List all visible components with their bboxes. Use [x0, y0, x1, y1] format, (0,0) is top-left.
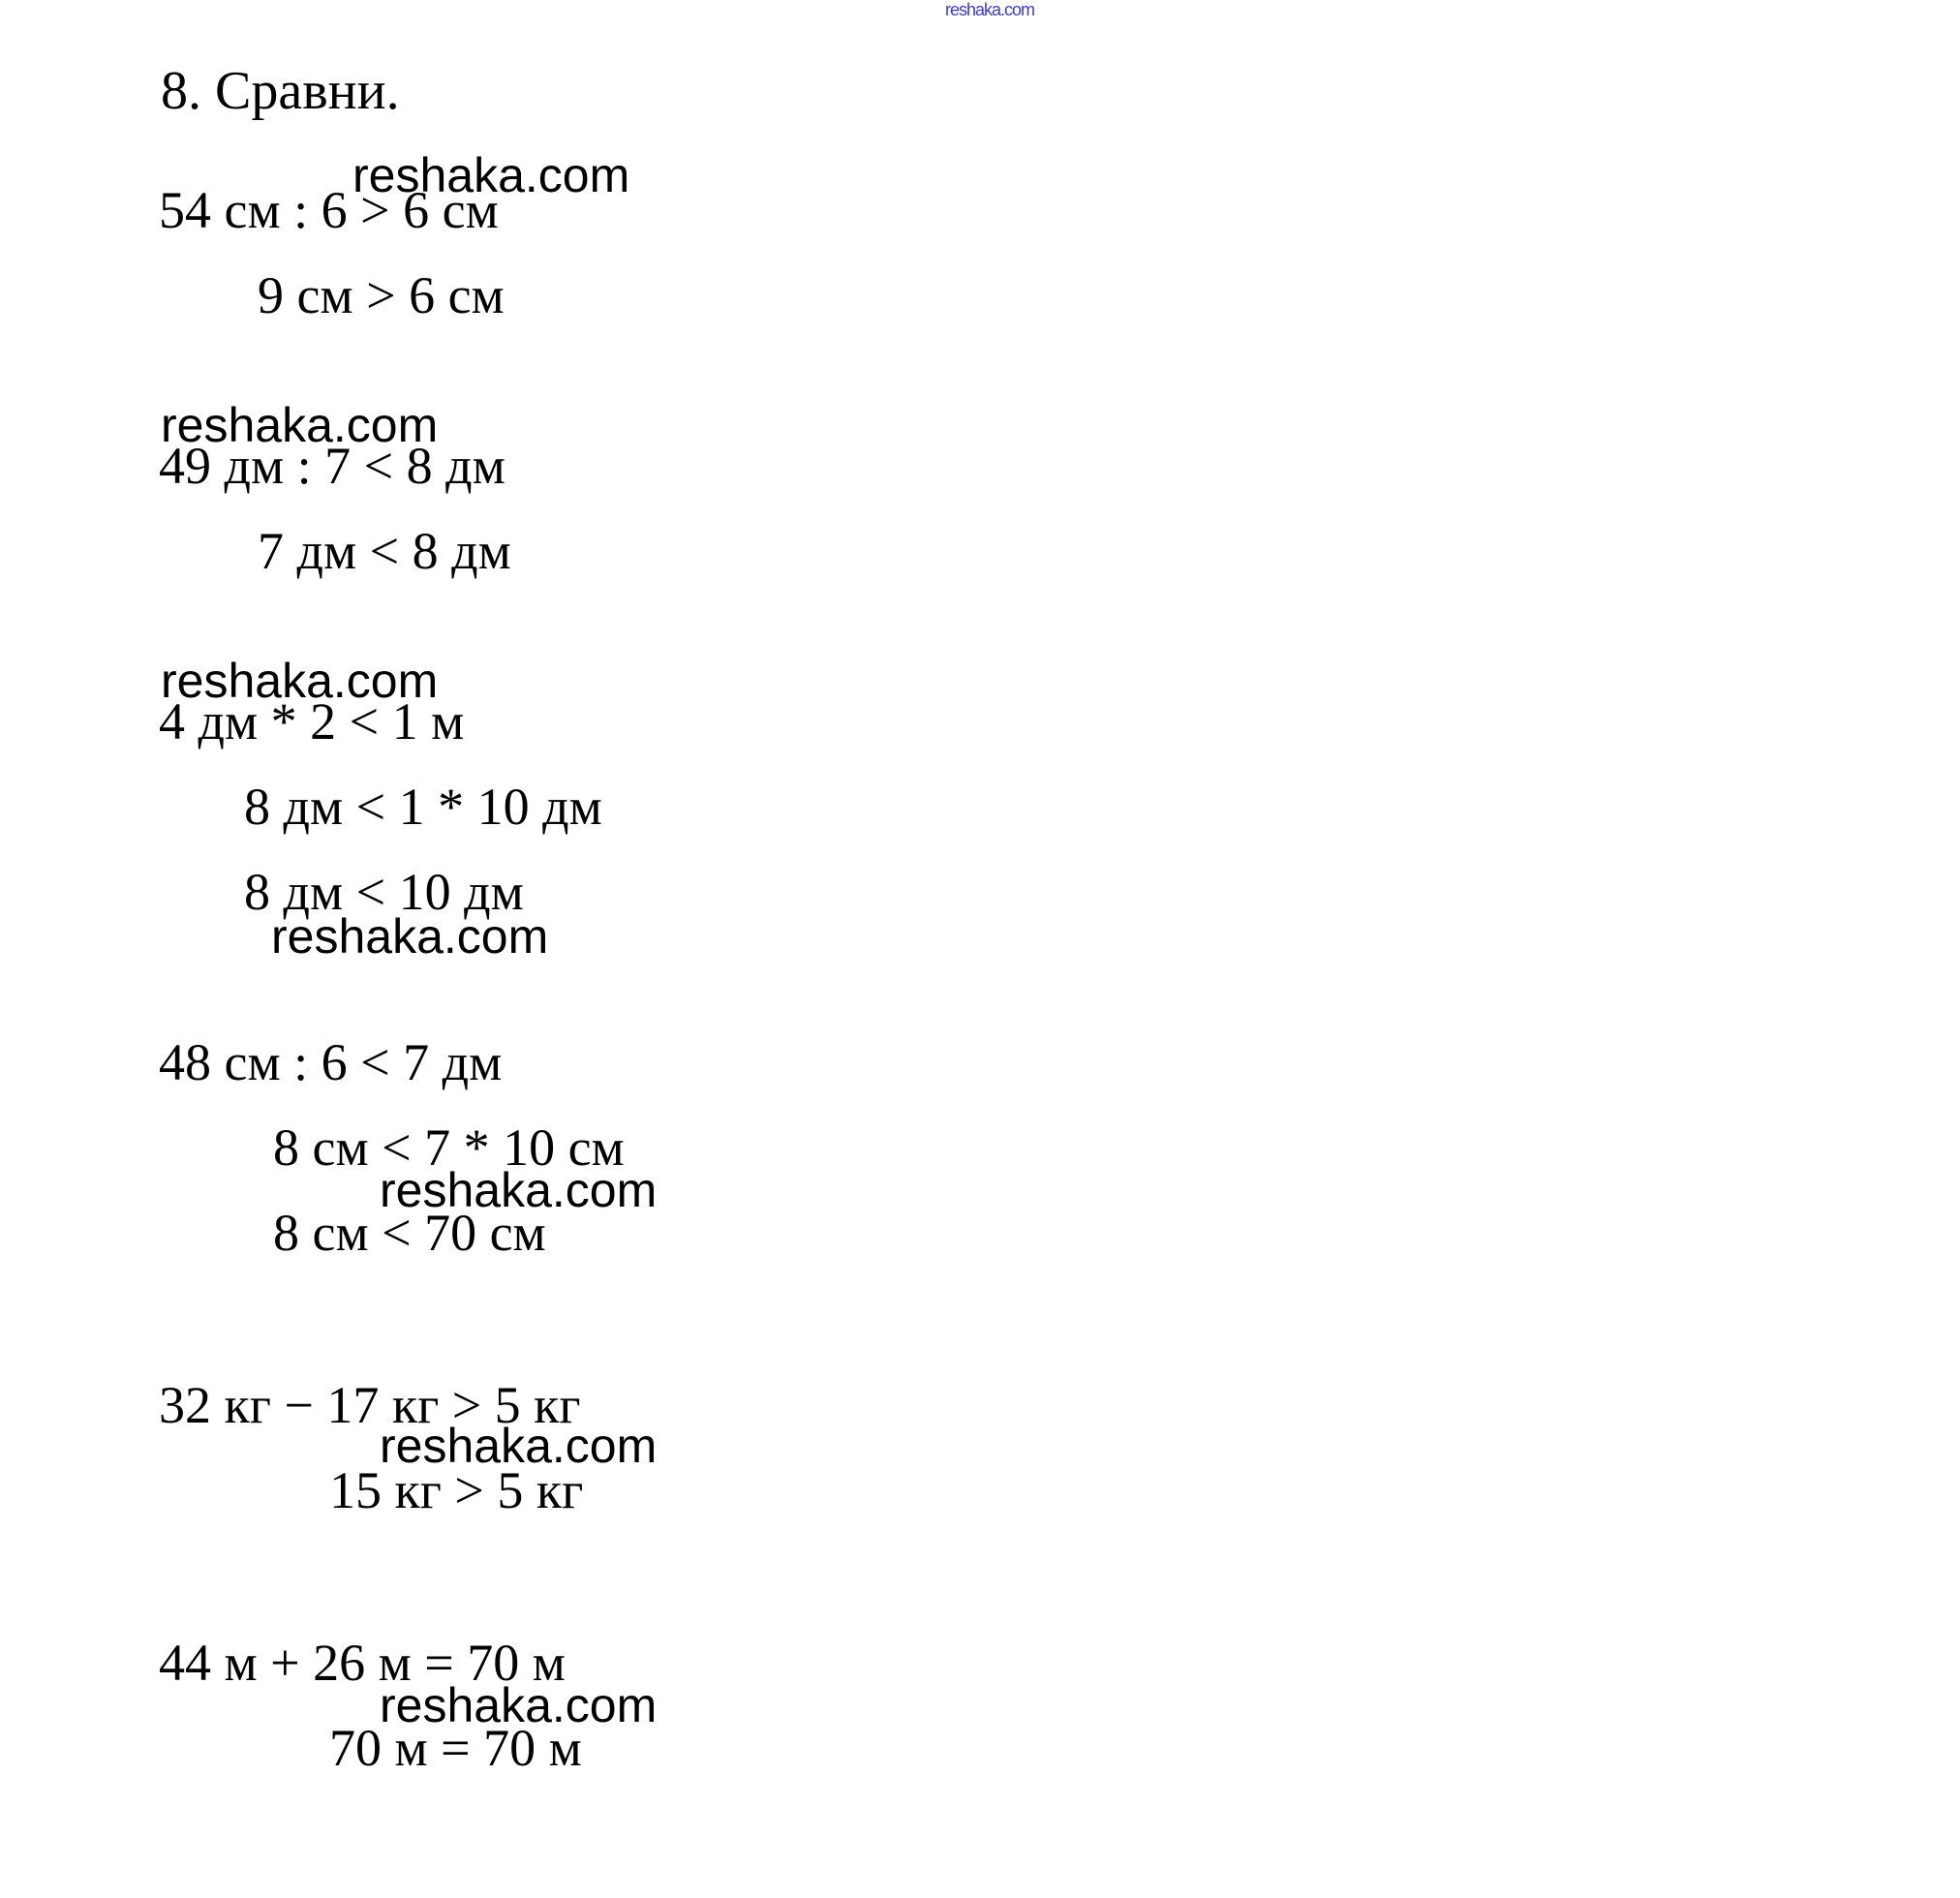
watermark: reshaka.com [380, 1163, 658, 1217]
watermark: reshaka.com [161, 654, 439, 708]
problem-4-step-1: 8 см < 7 * 10 см [273, 1118, 625, 1177]
watermark: reshaka.com [380, 1678, 658, 1732]
watermark: reshaka.com [380, 1419, 658, 1473]
problem-4-step-2: 8 см < 70 см [273, 1204, 546, 1262]
problem-6-step-1: 70 м = 70 м [329, 1719, 582, 1777]
problem-1-step-1: 9 см > 6 см [258, 266, 505, 324]
problem-3-step-1: 8 дм < 1 * 10 дм [244, 778, 602, 836]
problem-3-step-2: 8 дм < 10 дм [244, 863, 524, 921]
problem-5-expression: 32 кг − 17 кг > 5 кг [159, 1376, 581, 1434]
exercise-title: 8. Сравни. [161, 61, 400, 121]
problem-2-expression: 49 дм : 7 < 8 дм [159, 437, 505, 495]
problem-1-expression: 54 см : 6 > 6 см [159, 181, 499, 239]
problem-2-step-1: 7 дм < 8 дм [258, 522, 511, 580]
watermark: reshaka.com [352, 148, 630, 202]
problem-3-expression: 4 дм * 2 < 1 м [159, 692, 465, 750]
problem-5-step-1: 15 кг > 5 кг [329, 1461, 584, 1519]
problem-6-expression: 44 м + 26 м = 70 м [159, 1634, 566, 1692]
watermark: reshaka.com [271, 909, 549, 964]
header-site-link[interactable]: reshaka.com [945, 0, 1035, 19]
problem-4-expression: 48 см : 6 < 7 дм [159, 1033, 503, 1091]
watermark: reshaka.com [161, 398, 439, 452]
